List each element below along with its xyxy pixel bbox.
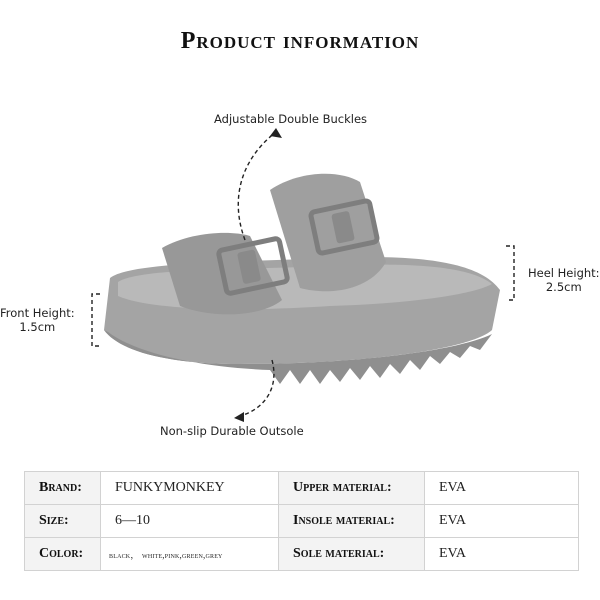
page-title: Product information: [180, 28, 420, 54]
table-row: [25, 505, 579, 538]
front-height-label: Front Height:: [0, 306, 75, 320]
upper-material-label: Upper material:: [279, 472, 425, 505]
table-row: [25, 472, 579, 505]
outsole-arrowhead: [234, 412, 244, 422]
front-height-value: 1.5cm: [19, 320, 56, 334]
size-label: Size:: [25, 505, 101, 538]
buckles-arrowhead: [270, 128, 282, 138]
front-height-callout: [0, 306, 75, 334]
sole-material-value: EVA: [425, 538, 579, 571]
color-value: black， white,pink,green,grey: [101, 538, 279, 571]
upper-material-value: EVA: [425, 472, 579, 505]
brand-value: FUNKYMONKEY: [101, 472, 279, 505]
sole-material-label: Sole material:: [279, 538, 425, 571]
table-row: [25, 538, 579, 571]
heel-height-value: 2.5cm: [545, 280, 582, 294]
heel-height-bracket: [506, 246, 514, 300]
heel-height-label: Heel Height:: [528, 266, 600, 280]
specs-table: [24, 471, 579, 571]
heel-height-callout: [528, 266, 600, 294]
outsole-callout: Non-slip Durable Outsole: [160, 424, 304, 438]
front-height-bracket: [92, 294, 100, 346]
insole-material-value: EVA: [425, 505, 579, 538]
brand-label: Brand:: [25, 472, 101, 505]
color-label: Color:: [25, 538, 101, 571]
insole-material-label: Insole material:: [279, 505, 425, 538]
size-value: 6—10: [101, 505, 279, 538]
buckles-callout: Adjustable Double Buckles: [214, 112, 368, 126]
buckles-arrow: [238, 132, 276, 240]
